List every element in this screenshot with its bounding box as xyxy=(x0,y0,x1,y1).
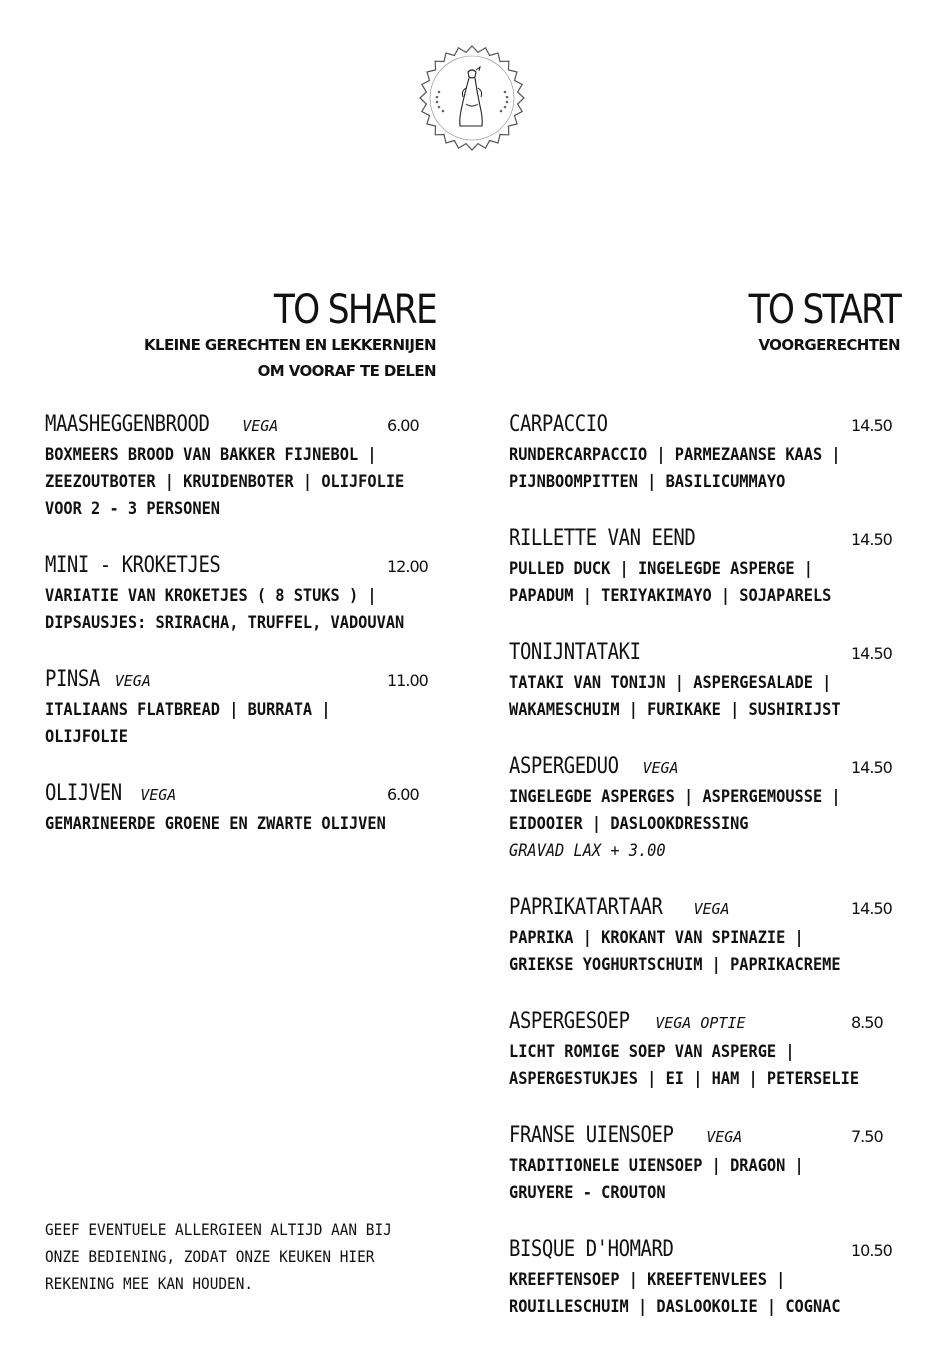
menu-item-price: 14.50 xyxy=(851,899,892,918)
menu-item-name: PAPRIKATARTAAR xyxy=(509,895,663,920)
menu-item-price: 11.00 xyxy=(387,671,428,690)
menu-item-name: OLIJVEN xyxy=(45,781,122,806)
menu-item-supplement: GRAVAD LAX + 3.00 xyxy=(509,841,666,861)
menu-item-price: 6.00 xyxy=(387,416,419,435)
menu-item-description: ITALIAANS FLATBREAD | BURRATA | xyxy=(45,700,331,720)
menu-item-description: ASPERGESTUKJES | EI | HAM | PETERSELIE xyxy=(509,1069,860,1089)
menu-item-price: 6.00 xyxy=(387,785,419,804)
menu-item-name: FRANSE UIENSOEP xyxy=(509,1123,674,1148)
menu-item-price: 14.50 xyxy=(851,644,892,663)
menu-item-name: CARPACCIO xyxy=(509,412,608,437)
menu-item-price: 7.50 xyxy=(851,1127,883,1146)
menu-item-name: ASPERGEDUO xyxy=(509,754,619,779)
menu-item-description: VOOR 2 - 3 PERSONEN xyxy=(45,499,221,519)
menu-item-description: TRADITIONELE UIENSOEP | DRAGON | xyxy=(509,1156,804,1176)
menu-item xyxy=(509,1233,894,1321)
menu-item xyxy=(509,408,894,496)
menu-item-description: INGELEGDE ASPERGES | ASPERGEMOUSSE | xyxy=(509,787,841,807)
menu-item-description: OLIJFOLIE xyxy=(45,727,128,747)
menu-item-description: TATAKI VAN TONIJN | ASPERGESALADE | xyxy=(509,673,832,693)
menu-item xyxy=(509,891,894,979)
logo xyxy=(418,44,526,152)
menu-item xyxy=(509,522,894,610)
menu-item-header xyxy=(45,408,430,442)
menu-item-price: 14.50 xyxy=(851,530,892,549)
to-start-subtitle: VOORGERECHTEN xyxy=(758,336,900,354)
menu-item-tag: VEGA xyxy=(140,786,177,804)
menu-item-description: DIPSAUSJES: SRIRACHA, TRUFFEL, VADOUVAN xyxy=(45,613,405,633)
menu-item-description: PAPRIKA | KROKANT VAN SPINAZIE | xyxy=(509,928,804,948)
menu-item-name: RILLETTE VAN EEND xyxy=(509,526,696,551)
menu-item-header xyxy=(509,522,894,556)
menu-item xyxy=(509,1119,894,1207)
menu-item-price: 12.00 xyxy=(387,557,428,576)
menu-item xyxy=(509,750,894,865)
to-start-title: TO START xyxy=(748,287,900,333)
menu-item-tag: VEGA OPTIE xyxy=(655,1014,746,1032)
menu-item-description: BOXMEERS BROOD VAN BAKKER FIJNEBOL | xyxy=(45,445,377,465)
menu-item-header xyxy=(509,1005,894,1039)
menu-item-description: RUNDERCARPACCIO | PARMEZAANSE KAAS | xyxy=(509,445,841,465)
to-share-title: TO SHARE xyxy=(273,287,436,333)
menu-item xyxy=(45,777,430,838)
menu-item-header xyxy=(509,636,894,670)
menu-item xyxy=(509,1005,894,1093)
menu-item-header xyxy=(45,777,430,811)
menu-item-price: 14.50 xyxy=(851,416,892,435)
menu-item-header xyxy=(509,1119,894,1153)
menu-item xyxy=(45,408,430,523)
to-share-menu xyxy=(45,408,430,864)
menu-item-name: ASPERGESOEP xyxy=(509,1009,630,1034)
menu-item-name: MINI - KROKETJES xyxy=(45,553,221,578)
menu-item-header xyxy=(509,408,894,442)
menu-item-header xyxy=(509,891,894,925)
menu-item-price: 8.50 xyxy=(851,1013,883,1032)
to-share-header xyxy=(144,288,436,384)
allergy-note-line: REKENING MEE KAN HOUDEN. xyxy=(45,1274,254,1293)
menu-item-description: GRIEKSE YOGHURTSCHUIM | PAPRIKACREME xyxy=(509,955,841,975)
menu-item-description: PIJNBOOMPITTEN | BASILICUMMAYO xyxy=(509,472,786,492)
menu-item-tag: VEGA xyxy=(693,900,730,918)
menu-item xyxy=(45,663,430,751)
menu-item-tag: VEGA xyxy=(114,672,151,690)
menu-item-description: ROUILLESCHUIM | DASLOOKOLIE | COGNAC xyxy=(509,1297,841,1317)
menu-item-header xyxy=(509,750,894,784)
to-start-menu xyxy=(509,408,894,1347)
menu-item-description: WAKAMESCHUIM | FURIKAKE | SUSHIRIJST xyxy=(509,700,841,720)
menu-item-tag: VEGA xyxy=(706,1128,743,1146)
menu-item-description: GEMARINEERDE GROENE EN ZWARTE OLIJVEN xyxy=(45,814,386,834)
menu-item-description: ZEEZOUTBOTER | KRUIDENBOTER | OLIJFOLIE xyxy=(45,472,405,492)
menu-item-description: PAPADUM | TERIYAKIMAYO | SOJAPARELS xyxy=(509,586,832,606)
menu-item-description: LICHT ROMIGE SOEP VAN ASPERGE | xyxy=(509,1042,795,1062)
menu-item-price: 14.50 xyxy=(851,758,892,777)
allergy-note-line: GEEF EVENTUELE ALLERGIEEN ALTIJD AAN BIJ xyxy=(45,1220,392,1239)
menu-item-tag: VEGA xyxy=(242,417,279,435)
menu-item-tag: VEGA xyxy=(642,759,679,777)
allergy-note-line: ONZE BEDIENING, ZODAT ONZE KEUKEN HIER xyxy=(45,1247,375,1266)
menu-item xyxy=(509,636,894,724)
menu-item-price: 10.50 xyxy=(851,1241,892,1260)
figure-seal-icon xyxy=(418,44,526,152)
menu-item-name: TONIJNTATAKI xyxy=(509,640,641,665)
to-share-subtitle: OM VOORAF TE DELEN xyxy=(257,362,436,380)
menu-item-header xyxy=(45,549,430,583)
allergy-note xyxy=(45,1216,392,1297)
to-start-header xyxy=(724,288,900,358)
to-share-subtitle: KLEINE GERECHTEN EN LEKKERNIJEN xyxy=(144,336,436,354)
menu-item-name: MAASHEGGENBROOD xyxy=(45,412,210,437)
menu-item-description: GRUYERE - CROUTON xyxy=(509,1183,666,1203)
menu-item-description: PULLED DUCK | INGELEGDE ASPERGE | xyxy=(509,559,813,579)
menu-item-header xyxy=(509,1233,894,1267)
menu-item-description: VARIATIE VAN KROKETJES ( 8 STUKS ) | xyxy=(45,586,377,606)
menu-item-description: KREEFTENSOEP | KREEFTENVLEES | xyxy=(509,1270,786,1290)
menu-item-name: BISQUE D'HOMARD xyxy=(509,1237,674,1262)
menu-item xyxy=(45,549,430,637)
menu-item-header xyxy=(45,663,430,697)
menu-item-description: EIDOOIER | DASLOOKDRESSING xyxy=(509,814,749,834)
menu-item-name: PINSA xyxy=(45,667,100,692)
